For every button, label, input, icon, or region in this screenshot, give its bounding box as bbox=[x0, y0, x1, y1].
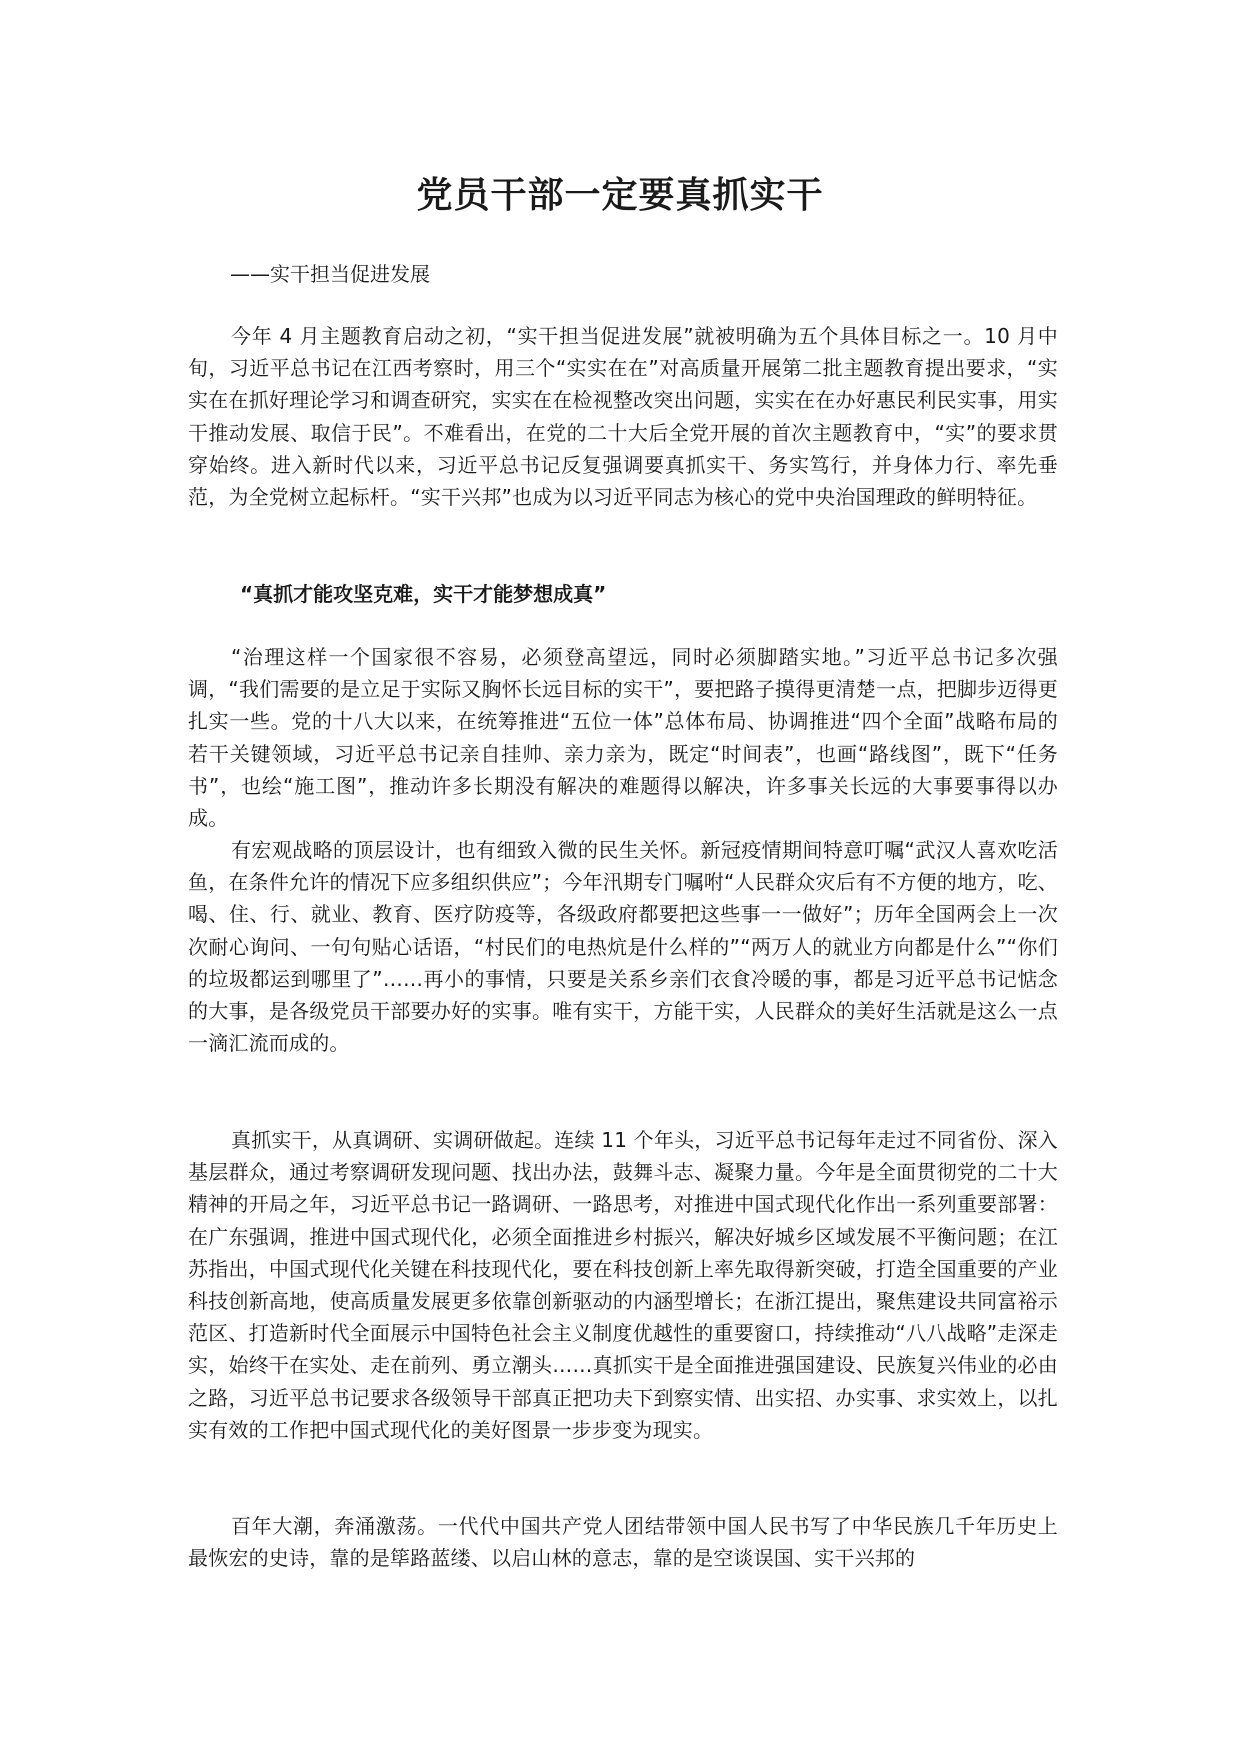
paragraph-3: 有宏观战略的顶层设计，也有细致入微的民生关怀。新冠疫情期间特意叮嘱“武汉人喜欢吃活鱼，在条件允许的情况下应多组织供应”；今年汛期专门嘱咐“人民群众灾后有不方便的地方，吃、喝、住、行、就业、教育、医疗防疫等，各级政府都要把这些事一一做好”；历年全国两会上一次次耐心询问、一句句贴心话语，“村民们的电热炕是什么样的”“两万人的就业方向都是什么”“你们的垃圾都运到哪里了”……再小的事情，只要是关系乡亲们衣食冷暖的事，都是习近平总书记惦念的大事，是各级党员干部要办好的实事。唯有实干，方能干实，人民群众的美好生活就是这么一点一滴汇流而成的。 bbox=[188, 838, 1058, 1056]
paragraph-4: 真抓实干，从真调研、实调研做起。连续 11 个年头，习近平总书记每年走过不同省份、深入基层群众，通过考察调研发现问题、找出办法，鼓舞斗志、凝聚力量。今年是全面贯彻党的二十大精神的开局之年，习近平总书记一路调研、一路思考，对推进中国式现代化作出一系列重要部署：在广东强调，推进中国式现代化，必须全面推进乡村振兴，解决好城乡区域发展不平衡问题；在江苏指出，中国式现代化关键在科技现代化，要在科技创新上率先取得新突破，打造全国重要的产业科技创新高地，使高质量发展更多依靠创新驱动的内涵型增长；在浙江提出，聚焦建设共同富裕示范区、打造新时代全面展示中国特色社会主义制度优越性的重要窗口，持续推动“八八战略”走深走实，始终干在实处、走在前列、勇立潮头……真抓实干是全面推进强国建设、民族复兴伟业的必由之路，习近平总书记要求各级领导干部真正把功夫下到察实情、出实招、办实事、求实效上，以扎实有效的工作把中国式现代化的美好图景一步步变为现实。 bbox=[188, 1128, 1058, 1442]
document-title: 党员干部一定要真抓实干 bbox=[416, 175, 824, 216]
paragraph-2: “治理这样一个国家很不容易，必须登高望远，同时必须脚踏实地。”习近平总书记多次强调，“我们需要的是立足于实际又胸怀长远目标的实干”，要把路子摸得更清楚一点，把脚步迈得更扎实一些。党的十八大以来，在统筹推进“五位一体”总体布局、协调推进“四个全面”战略布局的若干关键领域，习近平总书记亲自挂帅、亲力亲为，既定“时间表”，也画“路线图”，既下“任务书”，也绘“施工图”，推动许多长期没有解决的难题得以解决，许多事关长远的大事要事得以办成。 bbox=[188, 645, 1058, 831]
paragraph-1: 今年 4 月主题教育启动之初，“实干担当促进发展”就被明确为五个具体目标之一。10 月中旬，习近平总书记在江西考察时，用三个“实实在在”对高质量开展第二批主题教育提出要求，“实实在在抓好理论学习和调查研究，实实在在检视整改突出问题，实实在在办好惠民利民实事，用实干推动发展、取信于民”。不难看出，在党的二十大后全党开展的首次主题教育中，“实”的要求贯穿始终。进入新时代以来，习近平总书记反复强调要真抓实干、务实笃行，并身体力行、率先垂范，为全党树立起标杆。“实干兴邦”也成为以习近平同志为核心的党中央治国理政的鲜明特征。 bbox=[188, 324, 1058, 510]
document-subtitle: ——实干担当促进发展 bbox=[230, 262, 430, 286]
section-heading: “真抓才能攻坚克难，实干才能梦想成真” bbox=[240, 582, 607, 606]
paragraph-5: 百年大潮，奔涌激荡。一代代中国共产党人团结带领中国人民书写了中华民族几千年历史上最恢宏的史诗，靠的是筚路蓝缕、以启山林的意志，靠的是空谈误国、实干兴邦的 bbox=[188, 1514, 1058, 1571]
